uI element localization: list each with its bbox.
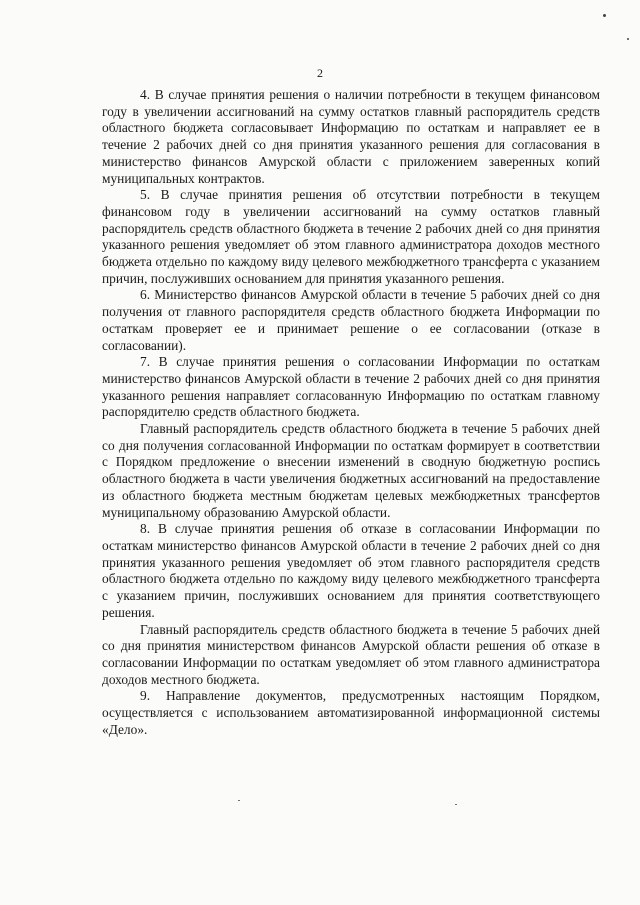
document-body (102, 87, 600, 738)
paragraph-8-continued: Главный распорядитель средств областного бюджета в течение 5 рабочих дней со дня принятия министерством финансов Амурской области решения об отказе в согласовании Информации по остаткам уведомляет об этом главного администратора доходов местного бюджета. (102, 621, 600, 687)
page-number: 2 (317, 66, 323, 80)
paragraph-7: 7. В случае принятия решения о согласовании Информации по остаткам министерство финансов Амурской области в течение 2 рабочих дней со дня принятия указанного решения направляет согласованную Информацию по остаткам главному распорядителю средств областного бюджета. (102, 354, 600, 420)
paragraph-6: 6. Министерство финансов Амурской области в течение 5 рабочих дней со дня получения от главного распорядителя средств областного бюджета Информации по остаткам проверяет ее и принимает решение о ее согласовании (отказе в согласовании). (102, 287, 600, 353)
paragraph-4: 4. В случае принятия решения о наличии потребности в текущем финансовом году в увеличении ассигнований на сумму остатков главный распорядитель средств областного бюджета согласовывает Информацию по остаткам и направляет ее в течение 2 рабочих дней со дня принятия указанного решения для согласования в министерство финансов Амурской области с приложением заверенных копий муниципальных контрактов. (102, 87, 600, 186)
paragraph-7-continued: Главный распорядитель средств областного бюджета в течение 5 рабочих дней со дня получения согласованной Информации по остаткам формирует в соответствии с Порядком предложение о внесении изменений в сводную бюджетную роспись областного бюджета в части увеличения бюджетных ассигнований на предоставление из областного бюджета местным бюджетам целевых межбюджетных трансфертов муниципальному образованию Амурской области. (102, 421, 600, 520)
scan-speck (627, 38, 629, 40)
paragraph-5: 5. В случае принятия решения об отсутствии потребности в текущем финансовом году в увеличении ассигнований на сумму остатков главный распорядитель средств областного бюджета в течение 2 рабочих дней со дня принятия указанного решения уведомляет об этом главного администратора доходов местного бюджета отдельно по каждому виду целевого межбюджетного трансферта с указанием причин, послуживших основанием для принятия указанного решения. (102, 187, 600, 286)
scan-speck (603, 14, 606, 17)
paragraph-8: 8. В случае принятия решения об отказе в согласовании Информации по остаткам министерство финансов Амурской области в течение 2 рабочих дней со дня принятия указанного решения уведомляет об этом главного распорядителя средств областного бюджета отдельно по каждому виду целевого межбюджетного трансферта с указанием причин, послуживших основанием для принятия соответствующего решения. (102, 521, 600, 620)
scan-speck (238, 800, 240, 801)
scan-speck (455, 804, 457, 805)
paragraph-9: 9. Направление документов, предусмотренных настоящим Порядком, осуществляется с использованием автоматизированной информационной системы «Дело». (102, 688, 600, 737)
